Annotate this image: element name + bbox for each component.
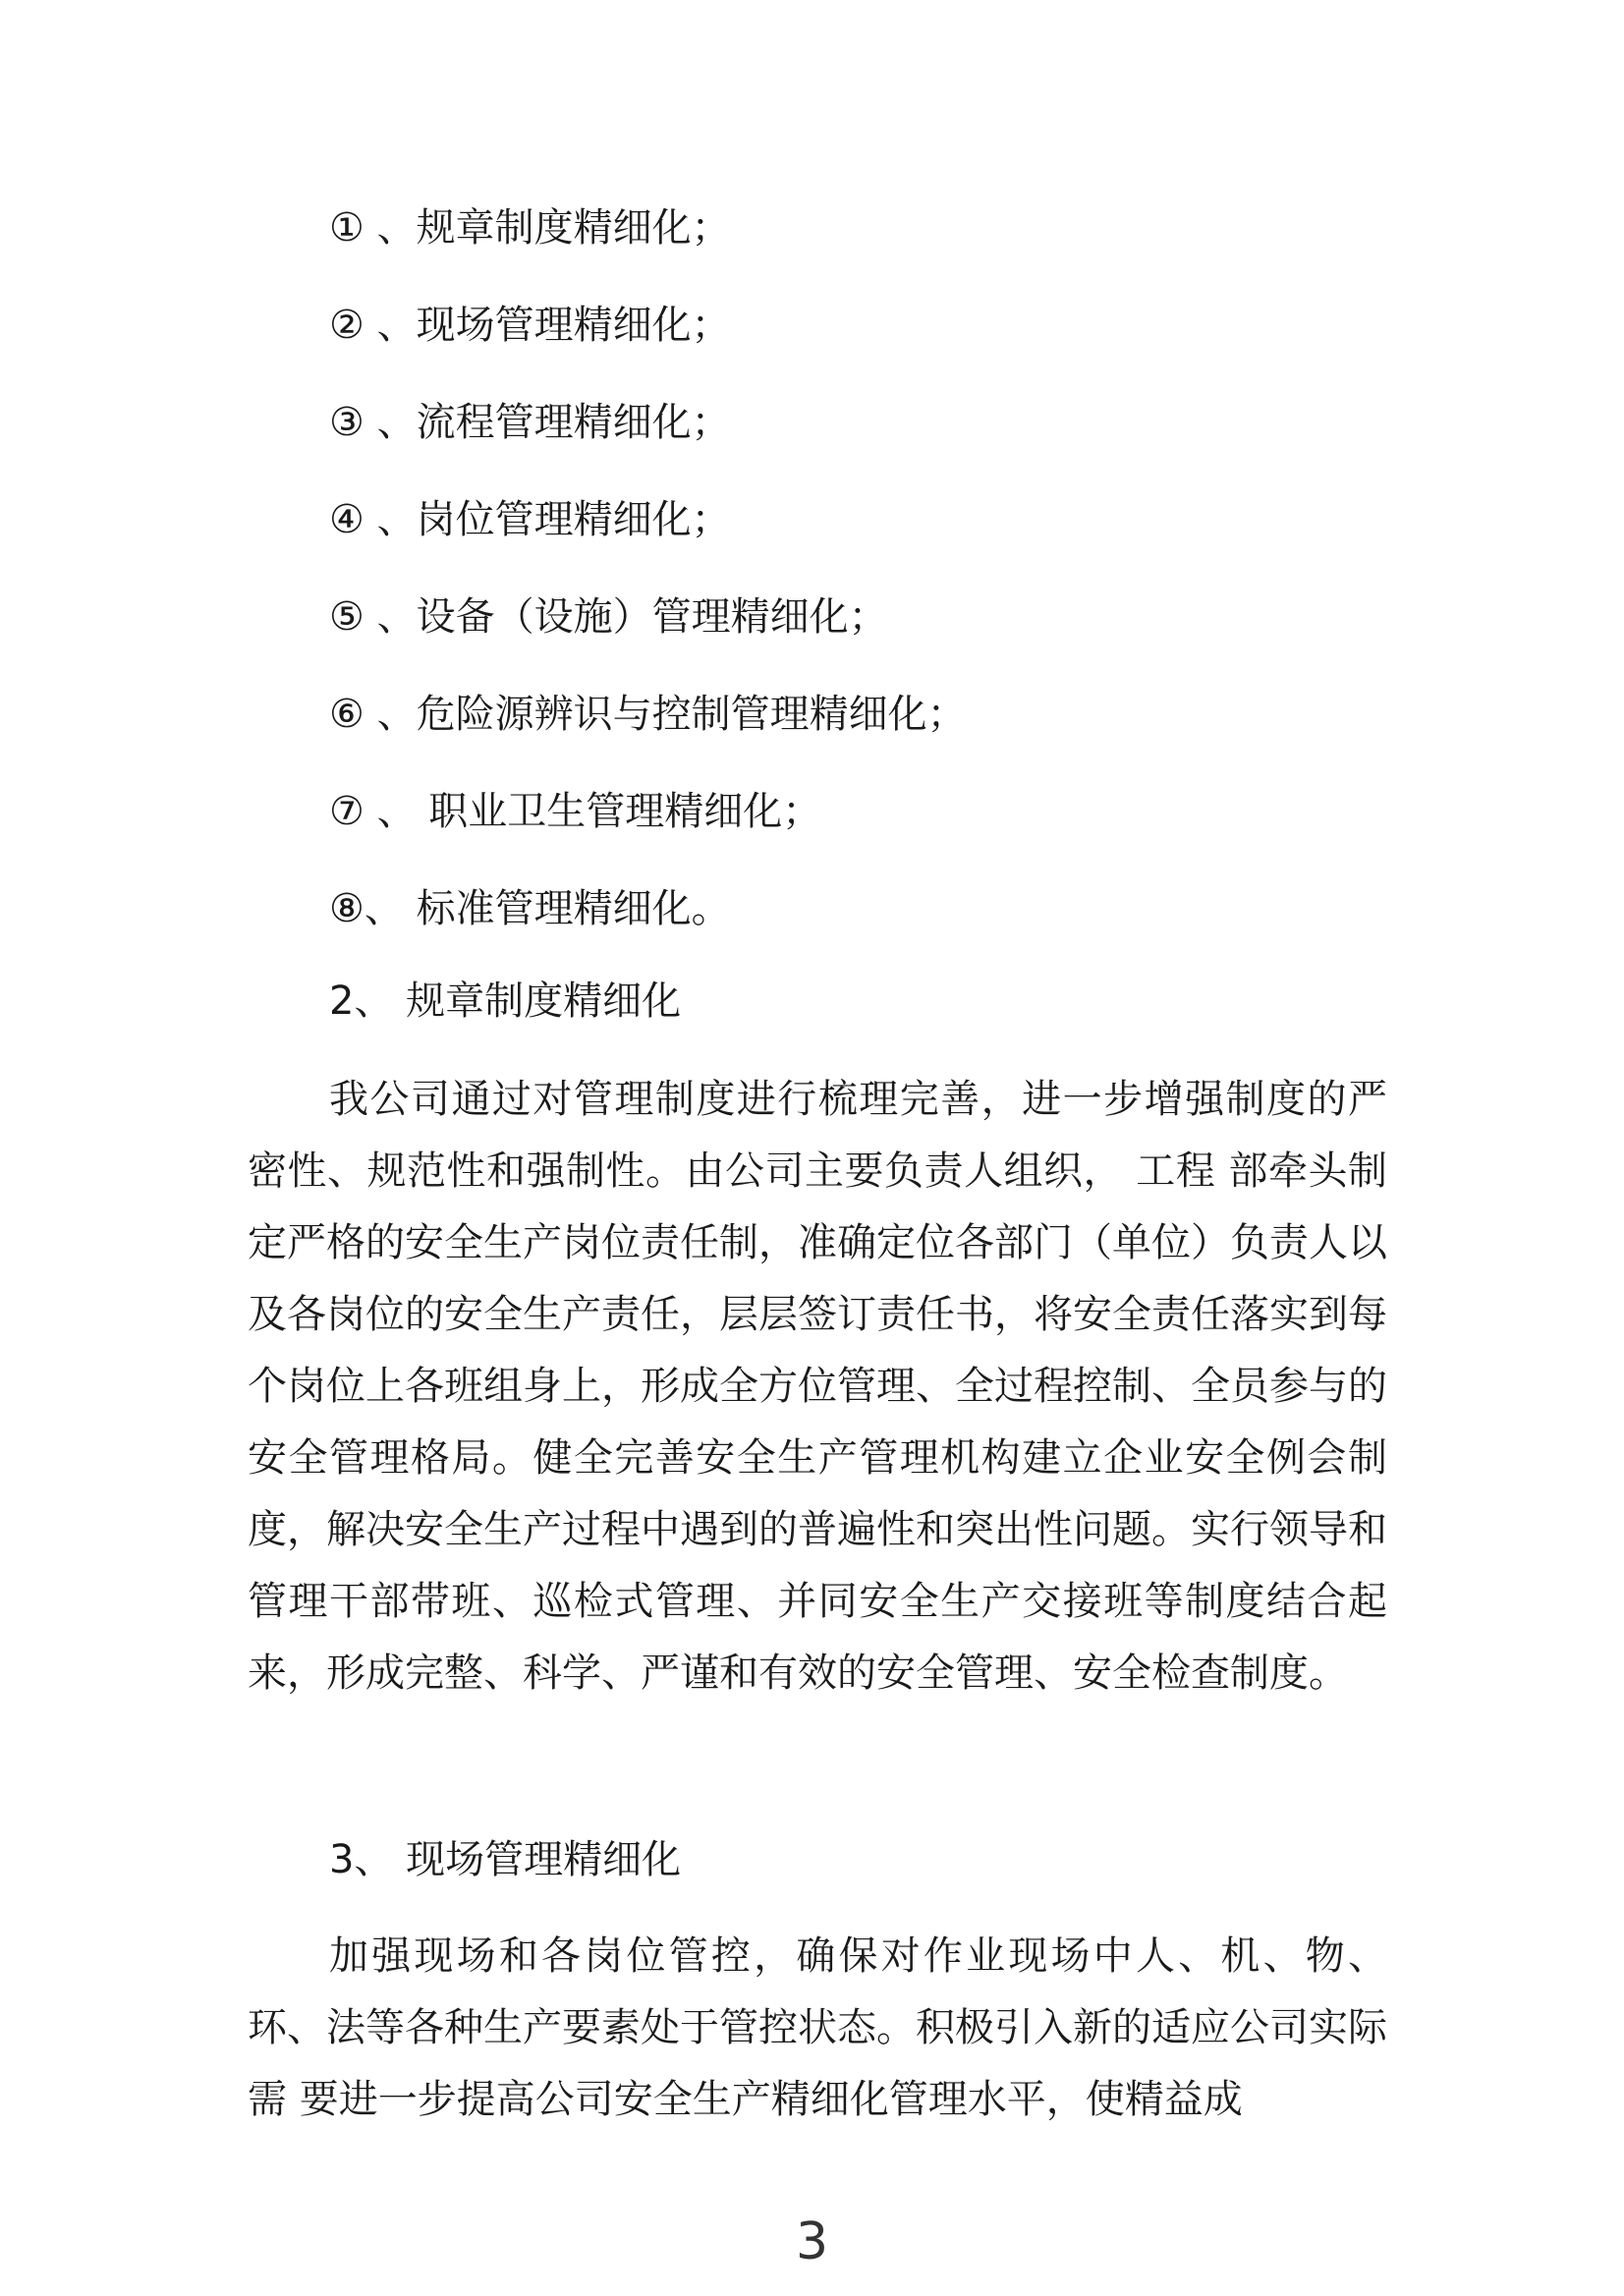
list-item: ⑧、 标准管理精细化。: [329, 886, 731, 931]
section-paragraph-rules: 我公司通过对管理制度进行梳理完善，进一步增强制度的严密性、规范性和强制性。由公司主要负责人组织， 工程 部牵头制定严格的安全生产岗位责任制，准确定位各部门（单位）负责人以及各岗位的安全生产责任，层层签订责任书，将安全责任落实到每个岗位上各班组身上，形成全方位管理、全过程控制、全员参与的安全管理格局。健全完善安全生产管理机构建立企业安全例会制度，解决安全生产过程中遇到的普遍性和突出性问题。实行领导和管理干部带班、巡检式管理、并同安全生产交接班等制度结合起来，形成完整、科学、严谨和有效的安全管理、安全检查制度。: [248, 1077, 1387, 1696]
page-number: 3: [795, 2212, 829, 2271]
list-item: ④ 、岗位管理精细化；: [329, 497, 731, 542]
list-item: ③ 、流程管理精细化；: [329, 400, 731, 445]
list-item: ② 、现场管理精细化；: [329, 303, 731, 348]
section-paragraph-site: 加强现场和各岗位管控，确保对作业现场中人、机、物、环、法等各种生产要素处于管控状态。积极引入新的适应公司实际需 要进一步提高公司安全生产精细化管理水平，使精益成: [248, 1933, 1387, 2122]
refinement-list: [329, 193, 967, 971]
section-heading-site: 3、 现场管理精细化: [329, 1837, 682, 1882]
list-item: ⑤ 、设备（设施）管理精细化；: [329, 594, 888, 640]
list-item: ① 、规章制度精细化；: [329, 205, 731, 251]
list-item: ⑦ 、 职业卫生管理精细化；: [329, 789, 822, 834]
list-item: ⑥ 、危险源辨识与控制管理精细化；: [329, 692, 967, 737]
section-heading-rules: 2、 规章制度精细化: [329, 979, 682, 1024]
